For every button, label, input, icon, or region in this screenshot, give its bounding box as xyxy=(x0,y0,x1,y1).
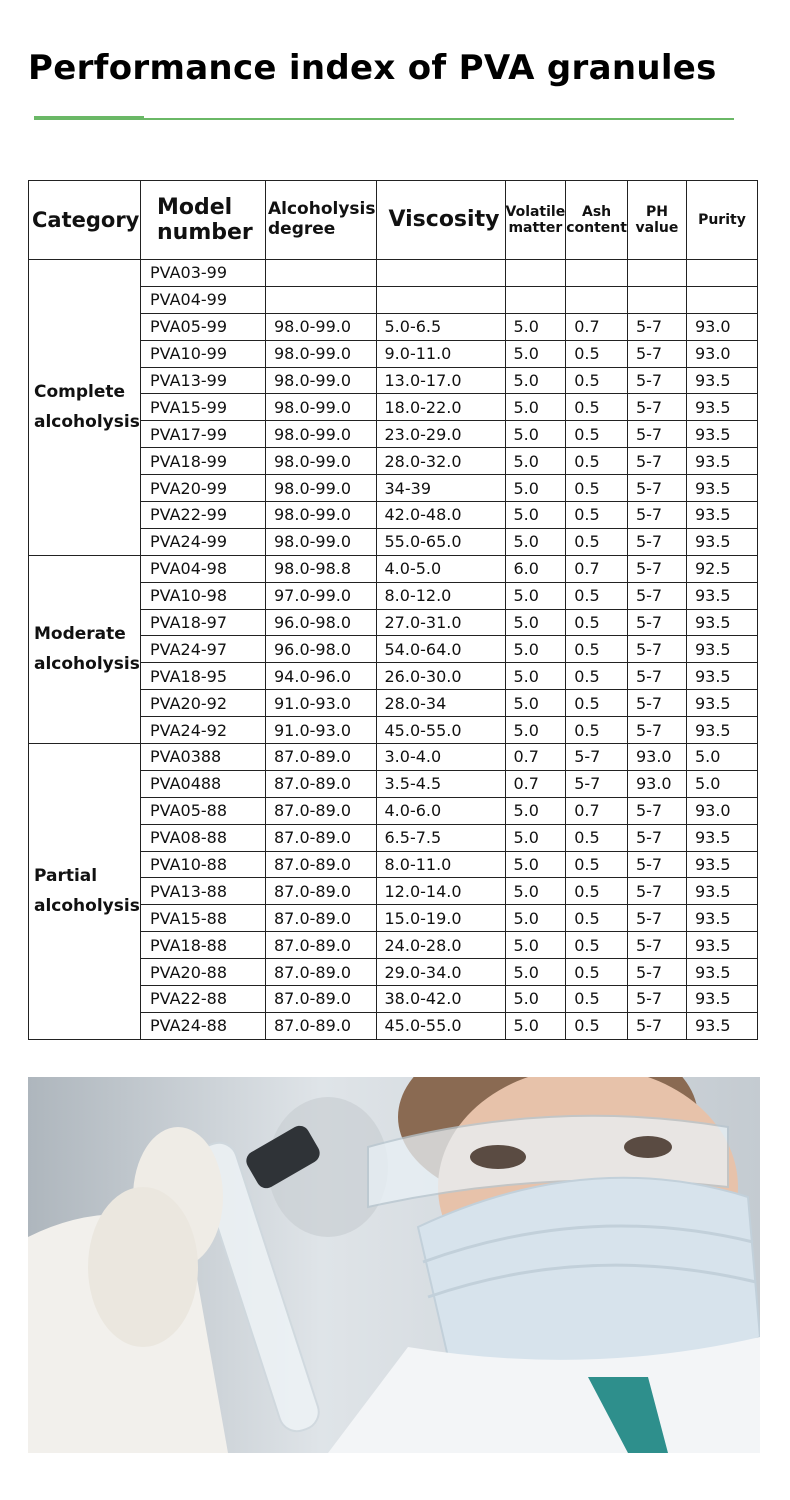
cell-viscosity: 3.5-4.5 xyxy=(376,770,505,797)
cell-alcoholysis-degree: 91.0-93.0 xyxy=(266,717,377,744)
cell-alcoholysis-degree: 87.0-89.0 xyxy=(266,959,377,986)
cell-ash-content: 0.5 xyxy=(566,959,628,986)
header-ash-content xyxy=(566,181,628,260)
cell-purity: 93.0 xyxy=(686,313,757,340)
cell-volatile-matter: 5.0 xyxy=(505,717,566,744)
cell-alcoholysis-degree: 96.0-98.0 xyxy=(266,636,377,663)
cell-viscosity xyxy=(376,260,505,287)
cell-alcoholysis-degree: 87.0-89.0 xyxy=(266,770,377,797)
cell-ph-value xyxy=(627,286,686,313)
cell-ph-value: 5-7 xyxy=(627,717,686,744)
cell-volatile-matter: 5.0 xyxy=(505,986,566,1013)
cell-purity xyxy=(686,286,757,313)
cell-purity: 93.5 xyxy=(686,394,757,421)
header-alcoholysis-line2: degree xyxy=(268,219,336,239)
cell-purity: 93.5 xyxy=(686,1012,757,1039)
cell-purity: 93.5 xyxy=(686,475,757,502)
cell-volatile-matter: 5.0 xyxy=(505,609,566,636)
header-ash-line1: Ash xyxy=(582,203,612,220)
cell-volatile-matter xyxy=(505,286,566,313)
cell-volatile-matter: 5.0 xyxy=(505,502,566,529)
cell-viscosity: 27.0-31.0 xyxy=(376,609,505,636)
category-label-line1: Complete xyxy=(34,381,126,402)
category-label-line2: alcoholysis xyxy=(34,412,140,433)
cell-viscosity: 3.0-4.0 xyxy=(376,744,505,771)
cell-ash-content: 0.5 xyxy=(566,394,628,421)
cell-alcoholysis-degree: 96.0-98.0 xyxy=(266,609,377,636)
cell-ash-content: 0.5 xyxy=(566,340,628,367)
cell-ph-value: 5-7 xyxy=(627,367,686,394)
cell-volatile-matter xyxy=(505,260,566,287)
cell-volatile-matter: 5.0 xyxy=(505,878,566,905)
pva-spec-table xyxy=(28,180,758,1040)
cell-ph-value: 5-7 xyxy=(627,555,686,582)
cell-ash-content: 5-7 xyxy=(566,744,628,771)
cell-ash-content: 0.5 xyxy=(566,421,628,448)
cell-purity: 93.5 xyxy=(686,905,757,932)
cell-ph-value: 5-7 xyxy=(627,824,686,851)
cell-volatile-matter: 5.0 xyxy=(505,340,566,367)
cell-model-number: PVA24-92 xyxy=(141,717,266,744)
cell-ash-content: 0.5 xyxy=(566,717,628,744)
cell-purity: 93.0 xyxy=(686,797,757,824)
cell-viscosity: 4.0-5.0 xyxy=(376,555,505,582)
cell-ash-content: 5-7 xyxy=(566,770,628,797)
cell-purity: 93.5 xyxy=(686,448,757,475)
cell-alcoholysis-degree: 87.0-89.0 xyxy=(266,905,377,932)
cell-model-number: PVA13-88 xyxy=(141,878,266,905)
cell-alcoholysis-degree: 97.0-99.0 xyxy=(266,582,377,609)
cell-volatile-matter: 5.0 xyxy=(505,421,566,448)
lab-scientist-photo xyxy=(28,1077,760,1453)
cell-alcoholysis-degree: 98.0-98.8 xyxy=(266,555,377,582)
cell-volatile-matter: 5.0 xyxy=(505,367,566,394)
cell-model-number: PVA20-92 xyxy=(141,690,266,717)
cell-viscosity: 24.0-28.0 xyxy=(376,932,505,959)
cell-purity: 93.5 xyxy=(686,959,757,986)
cell-viscosity: 6.5-7.5 xyxy=(376,824,505,851)
cell-purity: 93.5 xyxy=(686,878,757,905)
cell-purity xyxy=(686,260,757,287)
cell-purity: 93.5 xyxy=(686,528,757,555)
lab-scientist-illustration xyxy=(28,1077,760,1453)
cell-alcoholysis-degree: 98.0-99.0 xyxy=(266,340,377,367)
cell-ph-value: 5-7 xyxy=(627,878,686,905)
cell-volatile-matter: 5.0 xyxy=(505,824,566,851)
cell-purity: 92.5 xyxy=(686,555,757,582)
cell-viscosity: 29.0-34.0 xyxy=(376,959,505,986)
cell-ash-content: 0.5 xyxy=(566,582,628,609)
cell-ash-content: 0.5 xyxy=(566,502,628,529)
cell-alcoholysis-degree: 87.0-89.0 xyxy=(266,824,377,851)
cell-model-number: PVA0488 xyxy=(141,770,266,797)
cell-model-number: PVA24-99 xyxy=(141,528,266,555)
table-row xyxy=(29,260,758,287)
cell-viscosity: 45.0-55.0 xyxy=(376,717,505,744)
cell-ash-content: 0.5 xyxy=(566,824,628,851)
cell-viscosity: 45.0-55.0 xyxy=(376,1012,505,1039)
cell-ph-value: 5-7 xyxy=(627,932,686,959)
cell-alcoholysis-degree: 98.0-99.0 xyxy=(266,502,377,529)
cell-alcoholysis-degree: 98.0-99.0 xyxy=(266,367,377,394)
cell-model-number: PVA08-88 xyxy=(141,824,266,851)
header-alcoholysis-degree xyxy=(266,181,377,260)
cell-purity: 93.5 xyxy=(686,367,757,394)
cell-alcoholysis-degree: 91.0-93.0 xyxy=(266,690,377,717)
cell-alcoholysis-degree: 98.0-99.0 xyxy=(266,313,377,340)
header-ph-value xyxy=(627,181,686,260)
cell-ash-content: 0.5 xyxy=(566,367,628,394)
cell-model-number: PVA04-98 xyxy=(141,555,266,582)
cell-ash-content: 0.5 xyxy=(566,528,628,555)
table-header-row xyxy=(29,181,758,260)
cell-ph-value: 5-7 xyxy=(627,528,686,555)
cell-model-number: PVA18-88 xyxy=(141,932,266,959)
header-model-line1: Model xyxy=(157,194,233,220)
cell-ph-value: 5-7 xyxy=(627,986,686,1013)
cell-ph-value xyxy=(627,260,686,287)
cell-model-number: PVA22-88 xyxy=(141,986,266,1013)
cell-purity: 93.5 xyxy=(686,932,757,959)
cell-ph-value: 93.0 xyxy=(627,744,686,771)
cell-model-number: PVA17-99 xyxy=(141,421,266,448)
cell-viscosity: 18.0-22.0 xyxy=(376,394,505,421)
cell-ph-value: 5-7 xyxy=(627,851,686,878)
cell-volatile-matter: 5.0 xyxy=(505,582,566,609)
cell-ph-value: 5-7 xyxy=(627,905,686,932)
table-row xyxy=(29,744,758,771)
category-cell xyxy=(29,260,141,556)
cell-viscosity: 9.0-11.0 xyxy=(376,340,505,367)
cell-viscosity: 13.0-17.0 xyxy=(376,367,505,394)
cell-alcoholysis-degree: 98.0-99.0 xyxy=(266,394,377,421)
header-model-line2: number xyxy=(157,220,253,245)
header-alcoholysis-line1: Alcoholysis xyxy=(268,199,376,220)
cell-purity: 93.5 xyxy=(686,986,757,1013)
cell-ash-content: 0.5 xyxy=(566,636,628,663)
cell-viscosity: 23.0-29.0 xyxy=(376,421,505,448)
header-viscosity: Viscosity xyxy=(376,181,505,260)
cell-model-number: PVA05-99 xyxy=(141,313,266,340)
cell-model-number: PVA10-98 xyxy=(141,582,266,609)
cell-ph-value: 5-7 xyxy=(627,797,686,824)
cell-viscosity: 8.0-12.0 xyxy=(376,582,505,609)
cell-volatile-matter: 0.7 xyxy=(505,744,566,771)
header-ph-line1: PH xyxy=(645,203,668,220)
cell-viscosity: 42.0-48.0 xyxy=(376,502,505,529)
cell-volatile-matter: 5.0 xyxy=(505,475,566,502)
category-label-line1: Partial xyxy=(34,865,98,886)
cell-volatile-matter: 5.0 xyxy=(505,690,566,717)
cell-ph-value: 5-7 xyxy=(627,313,686,340)
cell-alcoholysis-degree: 98.0-99.0 xyxy=(266,448,377,475)
cell-ash-content: 0.5 xyxy=(566,448,628,475)
cell-viscosity: 4.0-6.0 xyxy=(376,797,505,824)
cell-model-number: PVA04-99 xyxy=(141,286,266,313)
cell-ph-value: 5-7 xyxy=(627,502,686,529)
cell-ph-value: 5-7 xyxy=(627,636,686,663)
cell-alcoholysis-degree: 98.0-99.0 xyxy=(266,528,377,555)
cell-ph-value: 5-7 xyxy=(627,1012,686,1039)
cell-ash-content: 0.5 xyxy=(566,851,628,878)
category-cell xyxy=(29,744,141,1040)
cell-purity: 93.5 xyxy=(686,421,757,448)
cell-purity: 93.5 xyxy=(686,636,757,663)
cell-volatile-matter: 5.0 xyxy=(505,448,566,475)
header-volatile-matter xyxy=(505,181,566,260)
header-model-number xyxy=(141,181,266,260)
category-label-line1: Moderate xyxy=(34,623,126,644)
cell-ph-value: 5-7 xyxy=(627,609,686,636)
cell-volatile-matter: 5.0 xyxy=(505,394,566,421)
cell-viscosity: 28.0-34 xyxy=(376,690,505,717)
cell-model-number: PVA03-99 xyxy=(141,260,266,287)
cell-viscosity: 28.0-32.0 xyxy=(376,448,505,475)
cell-model-number: PVA22-99 xyxy=(141,502,266,529)
category-cell xyxy=(29,555,141,743)
cell-model-number: PVA05-88 xyxy=(141,797,266,824)
cell-viscosity: 12.0-14.0 xyxy=(376,878,505,905)
cell-ph-value: 5-7 xyxy=(627,582,686,609)
header-ph-line2: value xyxy=(635,220,679,236)
header-purity: Purity xyxy=(686,181,757,260)
cell-viscosity: 8.0-11.0 xyxy=(376,851,505,878)
cell-alcoholysis-degree: 87.0-89.0 xyxy=(266,744,377,771)
cell-alcoholysis-degree xyxy=(266,260,377,287)
cell-purity: 93.5 xyxy=(686,663,757,690)
cell-volatile-matter: 5.0 xyxy=(505,313,566,340)
cell-viscosity: 54.0-64.0 xyxy=(376,636,505,663)
cell-alcoholysis-degree: 94.0-96.0 xyxy=(266,663,377,690)
cell-volatile-matter: 5.0 xyxy=(505,636,566,663)
cell-ash-content: 0.5 xyxy=(566,986,628,1013)
cell-volatile-matter: 5.0 xyxy=(505,905,566,932)
cell-purity: 93.5 xyxy=(686,824,757,851)
cell-ash-content: 0.5 xyxy=(566,1012,628,1039)
cell-volatile-matter: 5.0 xyxy=(505,851,566,878)
cell-viscosity: 15.0-19.0 xyxy=(376,905,505,932)
cell-volatile-matter: 5.0 xyxy=(505,932,566,959)
table-row xyxy=(29,555,758,582)
header-category: Category xyxy=(29,181,141,260)
cell-ash-content: 0.5 xyxy=(566,878,628,905)
cell-model-number: PVA15-88 xyxy=(141,905,266,932)
cell-purity: 93.5 xyxy=(686,609,757,636)
cell-ash-content xyxy=(566,286,628,313)
cell-purity: 93.5 xyxy=(686,717,757,744)
page-title: Performance index of PVA granules xyxy=(28,48,717,88)
cell-volatile-matter: 5.0 xyxy=(505,1012,566,1039)
cell-model-number: PVA13-99 xyxy=(141,367,266,394)
cell-alcoholysis-degree: 87.0-89.0 xyxy=(266,1012,377,1039)
cell-purity: 5.0 xyxy=(686,770,757,797)
cell-ash-content: 0.5 xyxy=(566,690,628,717)
cell-model-number: PVA18-95 xyxy=(141,663,266,690)
header-volatile-line1: Volatile xyxy=(505,203,566,220)
cell-ash-content: 0.5 xyxy=(566,475,628,502)
cell-ph-value: 93.0 xyxy=(627,770,686,797)
cell-model-number: PVA24-97 xyxy=(141,636,266,663)
cell-ash-content: 0.5 xyxy=(566,932,628,959)
cell-viscosity: 55.0-65.0 xyxy=(376,528,505,555)
cell-model-number: PVA10-99 xyxy=(141,340,266,367)
cell-purity: 93.5 xyxy=(686,851,757,878)
cell-volatile-matter: 5.0 xyxy=(505,797,566,824)
cell-model-number: PVA20-88 xyxy=(141,959,266,986)
header-volatile-line2: matter xyxy=(508,220,563,236)
cell-alcoholysis-degree: 87.0-89.0 xyxy=(266,986,377,1013)
cell-volatile-matter: 6.0 xyxy=(505,555,566,582)
cell-volatile-matter: 5.0 xyxy=(505,528,566,555)
cell-volatile-matter: 0.7 xyxy=(505,770,566,797)
cell-purity: 93.5 xyxy=(686,690,757,717)
cell-model-number: PVA0388 xyxy=(141,744,266,771)
cell-alcoholysis-degree: 98.0-99.0 xyxy=(266,421,377,448)
cell-model-number: PVA24-88 xyxy=(141,1012,266,1039)
title-underline-accent xyxy=(34,116,144,120)
cell-ash-content xyxy=(566,260,628,287)
cell-viscosity: 38.0-42.0 xyxy=(376,986,505,1013)
category-label-line2: alcoholysis xyxy=(34,896,140,917)
cell-model-number: PVA10-88 xyxy=(141,851,266,878)
cell-viscosity: 26.0-30.0 xyxy=(376,663,505,690)
cell-ash-content: 0.7 xyxy=(566,313,628,340)
cell-ash-content: 0.5 xyxy=(566,609,628,636)
cell-model-number: PVA20-99 xyxy=(141,475,266,502)
cell-ash-content: 0.7 xyxy=(566,797,628,824)
header-ash-line2: content xyxy=(566,220,627,236)
cell-ph-value: 5-7 xyxy=(627,340,686,367)
cell-ph-value: 5-7 xyxy=(627,448,686,475)
cell-alcoholysis-degree: 87.0-89.0 xyxy=(266,797,377,824)
cell-ph-value: 5-7 xyxy=(627,959,686,986)
cell-alcoholysis-degree: 98.0-99.0 xyxy=(266,475,377,502)
cell-ph-value: 5-7 xyxy=(627,690,686,717)
cell-purity: 93.5 xyxy=(686,502,757,529)
cell-purity: 93.0 xyxy=(686,340,757,367)
cell-viscosity xyxy=(376,286,505,313)
cell-alcoholysis-degree: 87.0-89.0 xyxy=(266,878,377,905)
cell-purity: 5.0 xyxy=(686,744,757,771)
cell-model-number: PVA18-99 xyxy=(141,448,266,475)
cell-alcoholysis-degree: 87.0-89.0 xyxy=(266,932,377,959)
cell-ph-value: 5-7 xyxy=(627,475,686,502)
cell-purity: 93.5 xyxy=(686,582,757,609)
cell-ph-value: 5-7 xyxy=(627,663,686,690)
cell-model-number: PVA15-99 xyxy=(141,394,266,421)
category-label-line2: alcoholysis xyxy=(34,654,140,675)
cell-alcoholysis-degree: 87.0-89.0 xyxy=(266,851,377,878)
cell-ph-value: 5-7 xyxy=(627,394,686,421)
cell-ash-content: 0.5 xyxy=(566,663,628,690)
cell-ash-content: 0.7 xyxy=(566,555,628,582)
cell-volatile-matter: 5.0 xyxy=(505,663,566,690)
cell-ph-value: 5-7 xyxy=(627,421,686,448)
cell-viscosity: 34-39 xyxy=(376,475,505,502)
table-body xyxy=(29,260,758,1040)
cell-alcoholysis-degree xyxy=(266,286,377,313)
cell-volatile-matter: 5.0 xyxy=(505,959,566,986)
cell-ash-content: 0.5 xyxy=(566,905,628,932)
cell-viscosity: 5.0-6.5 xyxy=(376,313,505,340)
cell-model-number: PVA18-97 xyxy=(141,609,266,636)
